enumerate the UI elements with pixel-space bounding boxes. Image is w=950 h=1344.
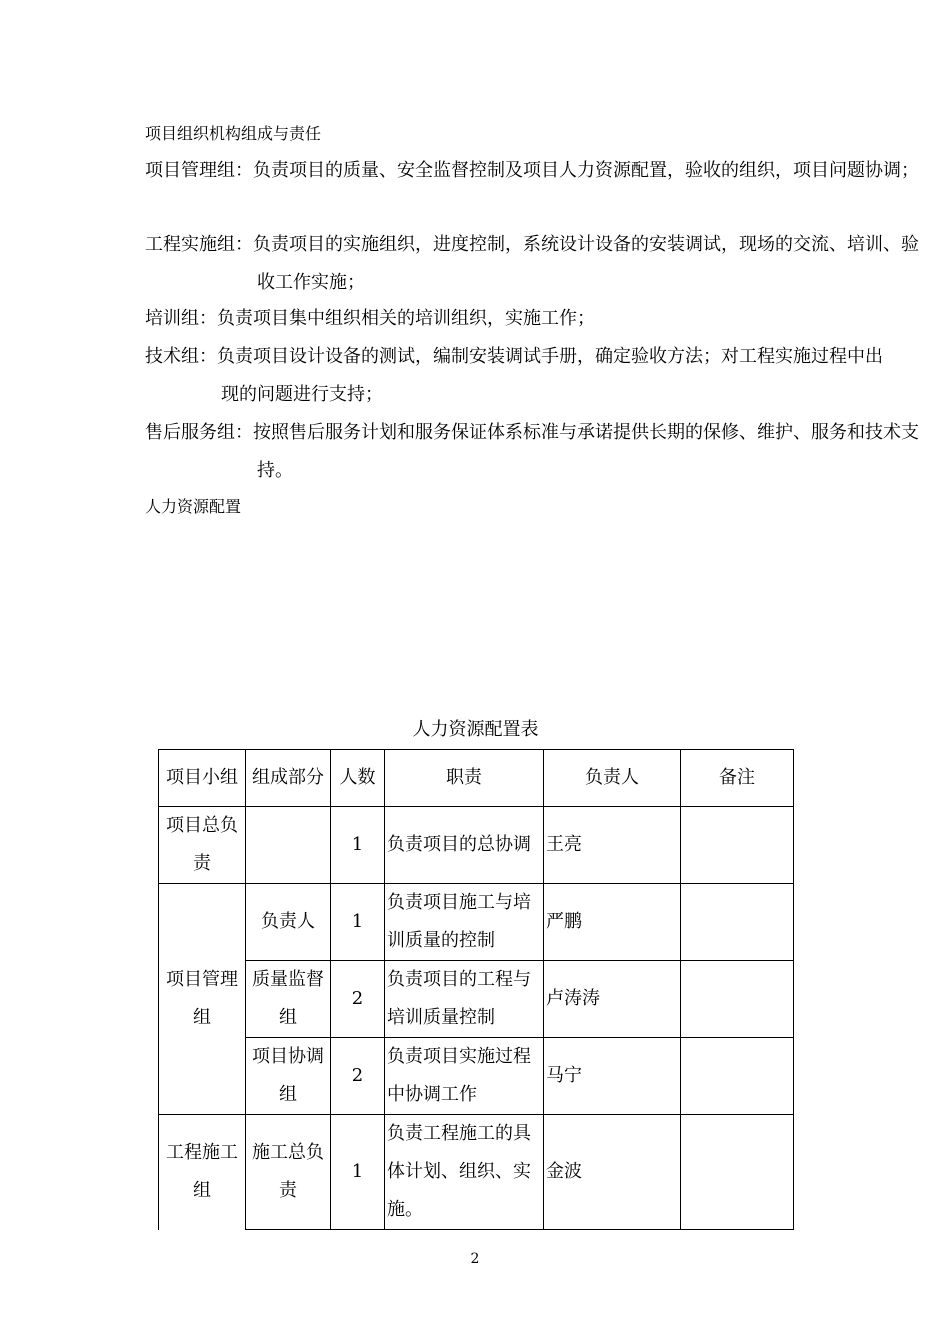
- responsibility-term: 项目管理组：: [145, 160, 253, 181]
- responsibility-item-management: [145, 152, 922, 190]
- cell-part: 项目协调组: [246, 1038, 331, 1115]
- cell-note: [681, 807, 794, 884]
- cell-count: 1: [331, 1115, 385, 1230]
- responsibility-text: 负责项目的质量、安全监督控制及项目人力资源配置，验收的组织，项目问题协调；: [253, 160, 919, 181]
- table-header-row: [159, 750, 794, 807]
- cell-duty: 负责项目的总协调: [385, 807, 544, 884]
- section-heading-hr: 人力资源配置: [145, 497, 242, 516]
- responsibility-item-after-sales: [145, 414, 922, 490]
- cell-count: 1: [331, 807, 385, 884]
- responsibility-text: 负责项目设计设备的测试，编制安装调试手册，确定验收方法；对工程实施过程中出现的问题进行支持；: [217, 346, 883, 405]
- header-cell-note: 备注: [681, 750, 794, 807]
- header-cell-leader: 负责人: [544, 750, 681, 807]
- table-row: [159, 961, 794, 1038]
- cell-duty: 负责项目实施过程中协调工作: [385, 1038, 544, 1115]
- cell-leader: 金波: [544, 1115, 681, 1230]
- responsibility-term: 工程实施组：: [145, 234, 253, 255]
- responsibility-text: 负责项目的实施组织，进度控制，系统设计设备的安装调试，现场的交流、培训、验收工作实施；: [253, 234, 919, 293]
- responsibility-item-technical: [145, 338, 886, 414]
- cell-leader: 卢涛涛: [544, 961, 681, 1038]
- cell-group: 工程施工组: [159, 1115, 246, 1230]
- cell-count: 2: [331, 1038, 385, 1115]
- cell-note: [681, 1038, 794, 1115]
- cell-note: [681, 1115, 794, 1230]
- cell-duty: 负责项目施工与培训质量的控制: [385, 884, 544, 961]
- responsibility-term: 售后服务组：: [145, 422, 253, 443]
- cell-part: 负责人: [246, 884, 331, 961]
- cell-leader: 严鹏: [544, 884, 681, 961]
- table-row: [159, 1115, 794, 1230]
- cell-count: 1: [331, 884, 385, 961]
- cell-part: 施工总负责: [246, 1115, 331, 1230]
- responsibility-item-training: [145, 300, 886, 338]
- cell-duty: 负责项目的工程与培训质量控制: [385, 961, 544, 1038]
- responsibility-term: 培训组：: [145, 308, 217, 329]
- table-row: [159, 807, 794, 884]
- responsibility-item-engineering: [145, 226, 922, 302]
- page-number: 2: [470, 1251, 480, 1267]
- table-row: [159, 1038, 794, 1115]
- responsibility-text: 负责项目集中组织相关的培训组织，实施工作；: [217, 308, 595, 329]
- cell-note: [681, 884, 794, 961]
- cell-leader: 马宁: [544, 1038, 681, 1115]
- cell-part: 质量监督组: [246, 961, 331, 1038]
- cell-part: [246, 807, 331, 884]
- cell-duty: 负责工程施工的具体计划、组织、实施。: [385, 1115, 544, 1230]
- cell-group: 项目总负责: [159, 807, 246, 884]
- header-cell-group: 项目小组: [159, 750, 246, 807]
- table-title: 人力资源配置表: [412, 719, 539, 740]
- cell-count: 2: [331, 961, 385, 1038]
- cell-group: 项目管理组: [159, 884, 246, 1115]
- cell-note: [681, 961, 794, 1038]
- section-heading-organization: 项目组织机构组成与责任: [145, 124, 322, 143]
- hr-allocation-table: [158, 749, 794, 1230]
- responsibility-term: 技术组：: [145, 346, 217, 367]
- responsibility-text: 按照售后服务计划和服务保证体系标准与承诺提供长期的保修、维护、服务和技术支持。: [253, 422, 919, 481]
- header-cell-duty: 职责: [385, 750, 544, 807]
- cell-leader: 王亮: [544, 807, 681, 884]
- header-cell-count: 人数: [331, 750, 385, 807]
- header-cell-part: 组成部分: [246, 750, 331, 807]
- table-row: [159, 884, 794, 961]
